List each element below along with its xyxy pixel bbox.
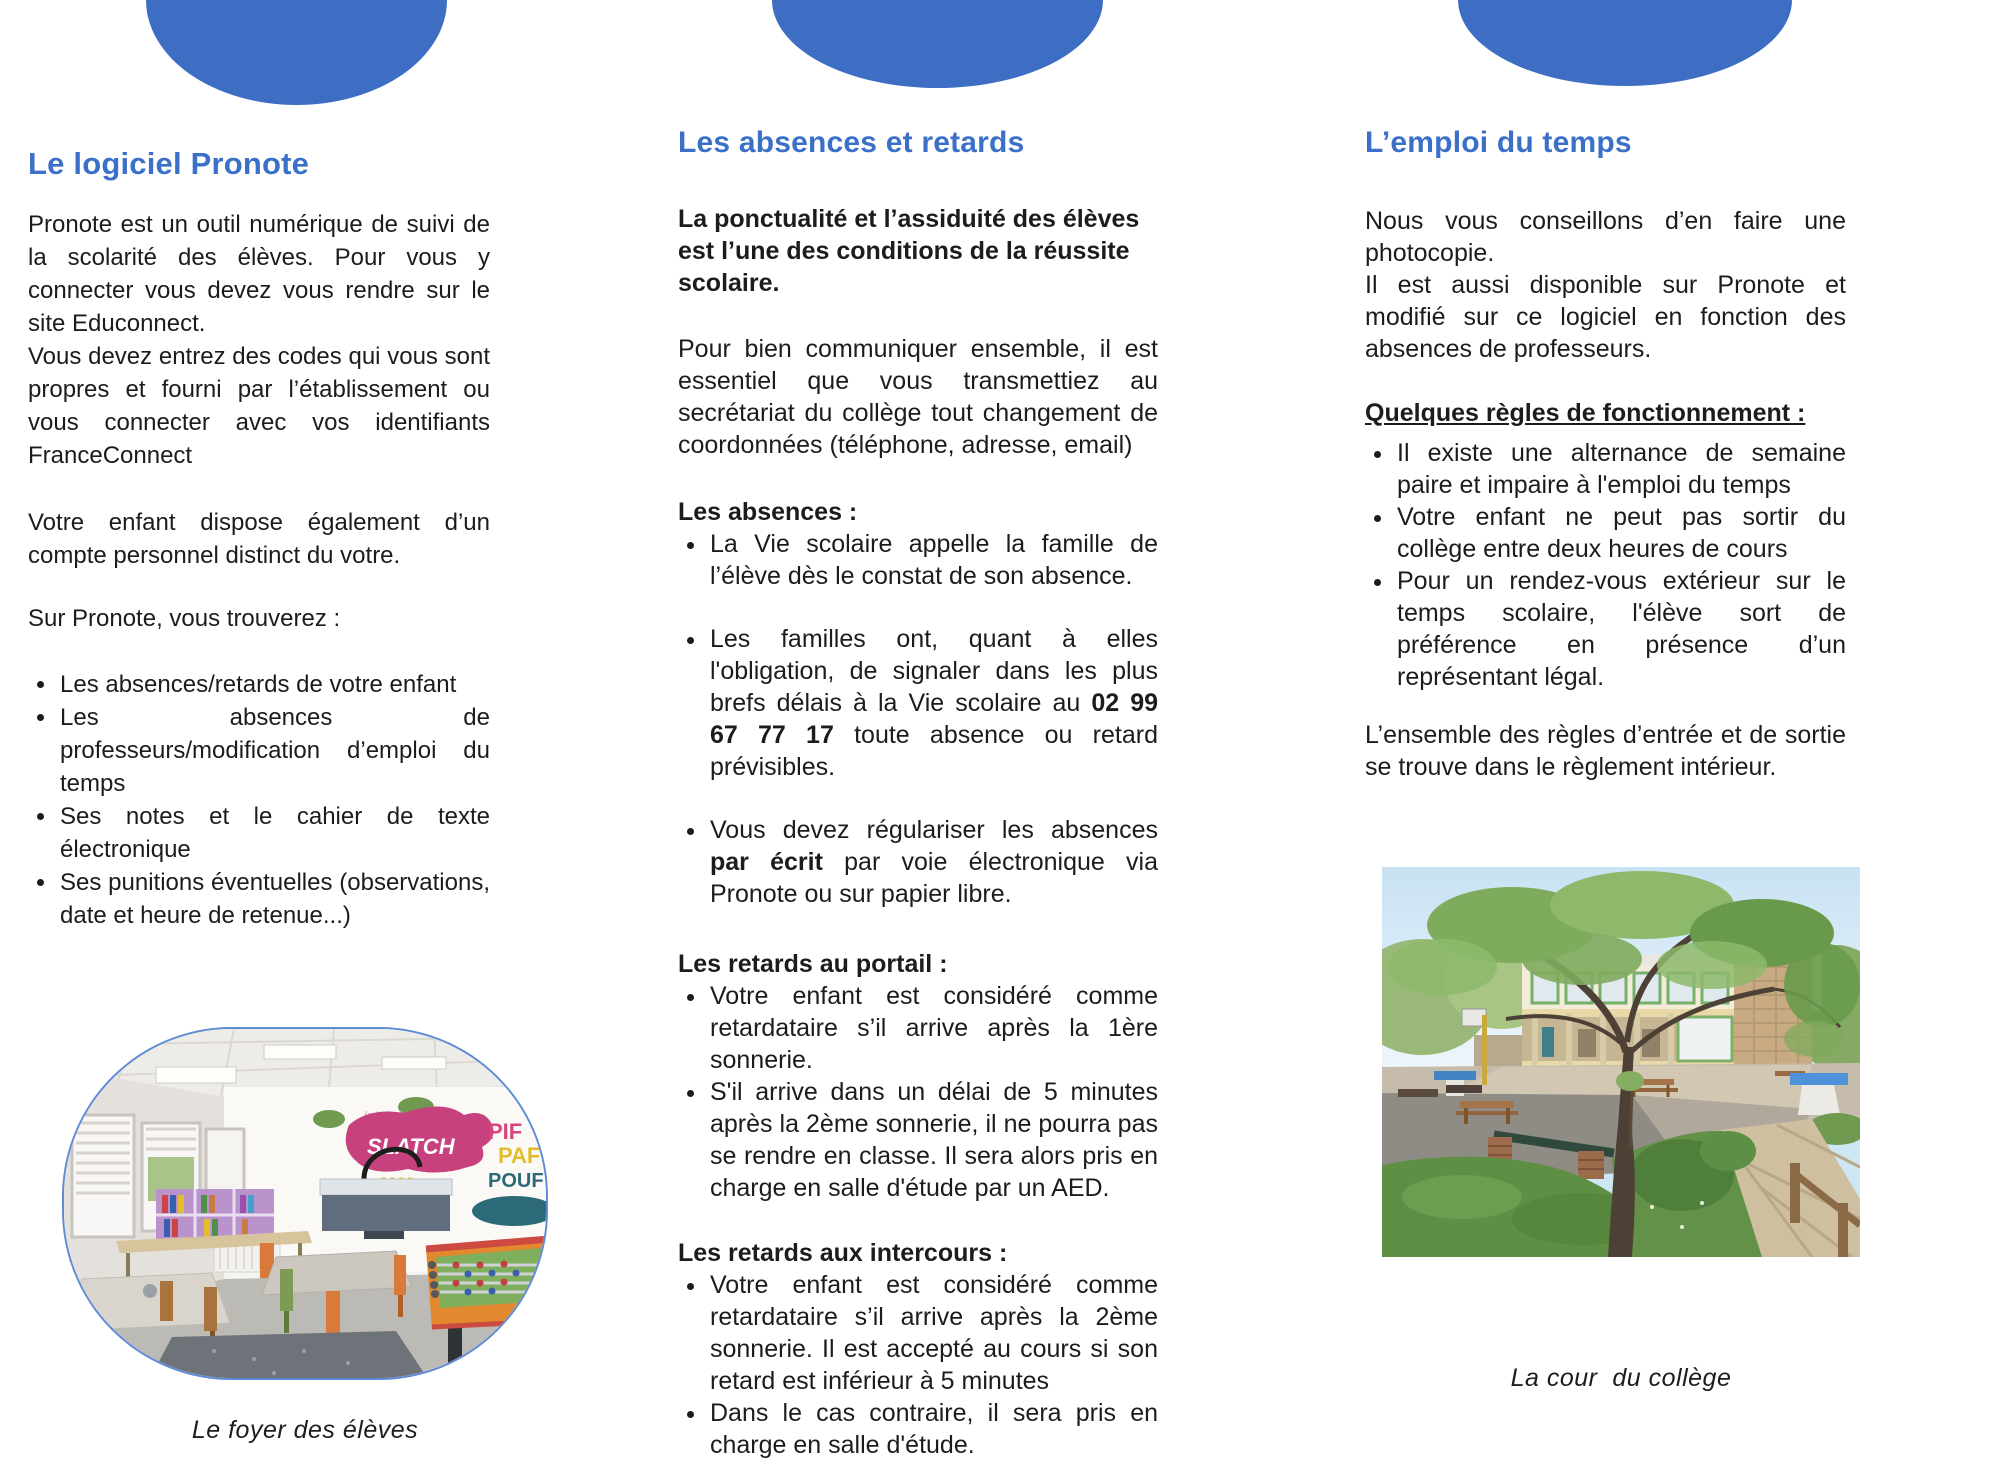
heading-pronote: Le logiciel Pronote <box>28 146 310 181</box>
par-ecrit-bold: par écrit <box>710 848 823 876</box>
absences-intro-line1: La ponctualité et l’assiduité des élèves <box>678 205 1140 233</box>
svg-text:POUF: POUF <box>488 1170 544 1192</box>
cour-figure <box>1382 867 1860 1394</box>
list-item: • Il existe une alternance de semaine paire et impaire à l'emploi du temps <box>1395 437 1846 501</box>
edt-para-3: L’ensemble des règles d’entrée et de sortie se trouve dans le règlement intérieur. <box>1365 721 1846 781</box>
list-item: • Les absences/retards de votre enfant <box>58 668 490 701</box>
subhead-absences: Les absences : <box>678 498 858 526</box>
rules-bullet-list <box>1365 437 1846 693</box>
top-blob-right <box>1458 0 1792 86</box>
foyer-photo <box>62 1027 548 1380</box>
heading-emploi-du-temps: L’emploi du temps <box>1365 126 1632 159</box>
edt-para-1: Nous vous conseillons d’en faire une photocopie. <box>1365 207 1846 267</box>
portail-bullet-list <box>678 980 1158 1204</box>
top-blob-left <box>146 0 447 105</box>
intercours-bullet-list <box>678 1269 1158 1461</box>
cour-caption: La cour du collège <box>1510 1364 1732 1392</box>
absences-intro-line2: est l’une des conditions de la réussite scolaire. <box>678 237 1130 297</box>
foyer-figure <box>62 1027 548 1447</box>
cour-photo <box>1382 867 1860 1257</box>
list-item: • Ses notes et le cahier de texte électronique <box>58 800 490 866</box>
top-blob-middle <box>772 0 1103 88</box>
pronote-para-2: Vous devez entrez des codes qui vous sont propres et fourni par l’établissement ou vous connecter avec vos identifiants FranceConnect <box>28 343 490 469</box>
column-absences <box>678 127 1158 1461</box>
pronote-bullet-list <box>28 668 490 932</box>
absences-intro <box>678 203 1158 299</box>
list-item: • Les familles ont, quant à elles l'obligation, de signaler dans les plus brefs délais à la Vie scolaire au 02 99 67 77 17 toute absence ou retard prévisibles. <box>708 623 1158 783</box>
svg-text:SLATCH: SLATCH <box>367 1134 455 1159</box>
heading-absences: Les absences et retards <box>678 126 1025 159</box>
phone-number: 02 99 67 77 17 <box>710 689 1159 749</box>
rules-title: Quelques règles de fonctionnement : <box>1365 399 1806 427</box>
edt-para-2: Il est aussi disponible sur Pronote et modifié sur ce logiciel en fonction des absences de professeurs. <box>1365 271 1846 363</box>
foyer-photo-illustration <box>64 1029 548 1380</box>
cour-photo-illustration <box>1382 867 1860 1257</box>
svg-text:PAF: PAF <box>498 1143 541 1168</box>
list-item: • Vous devez régulariser les absences par écrit par voie électronique via Pronote ou sur papier libre. <box>708 814 1158 910</box>
list-item: • Votre enfant ne peut pas sortir du collège entre deux heures de cours <box>1395 501 1846 565</box>
column-emploi-du-temps <box>1365 127 1846 1394</box>
list-item: • Ses punitions éventuelles (observations, date et heure de retenue...) <box>58 866 490 932</box>
list-item: • Votre enfant est considéré comme retardataire s’il arrive après la 2ème sonnerie. Il est accepté au cours si son retard est inférieur à 5 minutes <box>708 1269 1158 1397</box>
pronote-para-1: Pronote est un outil numérique de suivi de la scolarité des élèves. Pour vous y connecter vous devez vous rendre sur le site Educonnect. <box>28 211 490 337</box>
book-shelf <box>156 1189 274 1241</box>
subhead-retards-portail: Les retards au portail : <box>678 950 948 978</box>
pronote-para-4: Sur Pronote, vous trouverez : <box>28 605 341 632</box>
subhead-retards-intercours: Les retards aux intercours : <box>678 1239 1008 1267</box>
list-item: • S'il arrive dans un délai de 5 minutes après la 2ème sonnerie, il ne pourra pas se rendre en classe. Il sera alors pris en charge en salle d'étude par un AED. <box>708 1076 1158 1204</box>
list-item: • Les absences de professeurs/modification d’emploi du temps <box>58 701 490 800</box>
list-item: • Pour un rendez-vous extérieur sur le temps scolaire, l'élève sort de préférence en présence d’un représentant légal. <box>1395 565 1846 693</box>
list-item: • Dans le cas contraire, il sera pris en charge en salle d'étude. <box>708 1397 1158 1461</box>
foyer-caption: Le foyer des élèves <box>191 1416 419 1444</box>
absences-para: Pour bien communiquer ensemble, il est essentiel que vous transmettiez au secrétariat du collège tout changement de coordonnées (téléphone, adresse, email) <box>678 335 1158 459</box>
list-item: • La Vie scolaire appelle la famille de l’élève dès le constat de son absence. <box>708 528 1158 592</box>
pronote-para-3: Votre enfant dispose également d’un compte personnel distinct du votre. <box>28 509 490 569</box>
svg-text:PIF: PIF <box>488 1119 523 1144</box>
column-pronote <box>28 146 544 1447</box>
absences-bullet-list <box>678 528 1158 910</box>
list-item: • Votre enfant est considéré comme retardataire s’il arrive après la 1ère sonnerie. <box>708 980 1158 1076</box>
